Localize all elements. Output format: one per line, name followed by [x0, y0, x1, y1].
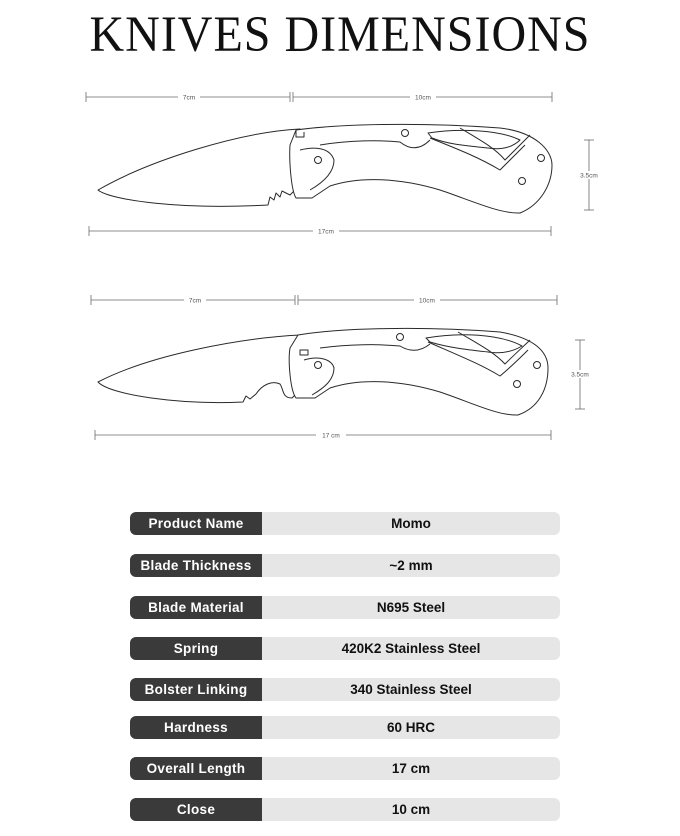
spec-value: 60 HRC: [262, 716, 560, 739]
spec-label: Blade Material: [130, 596, 262, 619]
spec-row-blade-material: [130, 596, 560, 619]
spec-row-blade-thickness: [130, 554, 560, 577]
spec-label: Close: [130, 798, 262, 821]
knife-1-width: 3.5cm: [580, 172, 598, 180]
spec-label: Product Name: [130, 512, 262, 535]
spec-row-spring: [130, 637, 560, 660]
knife-1-overall-dimension: [89, 226, 551, 236]
knife-2: [91, 295, 596, 440]
knife-1-handle: [290, 124, 552, 213]
knife-dimension-drawing: [0, 80, 680, 450]
knife-2-width: 3.5cm: [571, 371, 589, 379]
knife-1-length-dimensions: [86, 92, 552, 102]
spec-label: Blade Thickness: [130, 554, 262, 577]
knife-2-blade-length: 7cm: [188, 297, 202, 305]
spec-value: ~2 mm: [262, 554, 560, 577]
spec-label: Hardness: [130, 716, 262, 739]
spec-label: Bolster Linking: [130, 678, 262, 701]
spec-value: 10 cm: [262, 798, 560, 821]
spec-label: Spring: [130, 637, 262, 660]
knife-2-blade: [98, 335, 300, 403]
spec-row-hardness: [130, 716, 560, 739]
knife-2-handle-length: 10cm: [419, 297, 435, 305]
knife-1-blade: [98, 129, 300, 206]
spec-value: 420K2 Stainless Steel: [262, 637, 560, 660]
spec-row-overall-length: [130, 757, 560, 780]
spec-label: Overall Length: [130, 757, 262, 780]
spec-value: 17 cm: [262, 757, 560, 780]
knife-1-blade-length: 7cm: [182, 94, 196, 102]
knife-2-overall-dimension: [95, 430, 551, 440]
knife-2-length-dimensions: [91, 295, 557, 305]
spec-value: 340 Stainless Steel: [262, 678, 560, 701]
spec-row-close: [130, 798, 560, 821]
knife-2-width-dimension: [566, 340, 596, 409]
knife-2-handle: [289, 328, 548, 415]
knife-1-handle-length: 10cm: [415, 94, 431, 102]
page-title: KNIVES DIMENSIONS: [89, 7, 591, 63]
spec-value: N695 Steel: [262, 596, 560, 619]
spec-row-bolster-linking: [130, 678, 560, 701]
spec-value: Momo: [262, 512, 560, 535]
knife-2-overall-length: 17 cm: [322, 432, 340, 440]
spec-row-product-name: [130, 512, 560, 535]
knife-1: [86, 92, 605, 236]
knife-1-width-dimension: [575, 140, 605, 210]
knife-1-overall-length: 17cm: [318, 228, 334, 236]
